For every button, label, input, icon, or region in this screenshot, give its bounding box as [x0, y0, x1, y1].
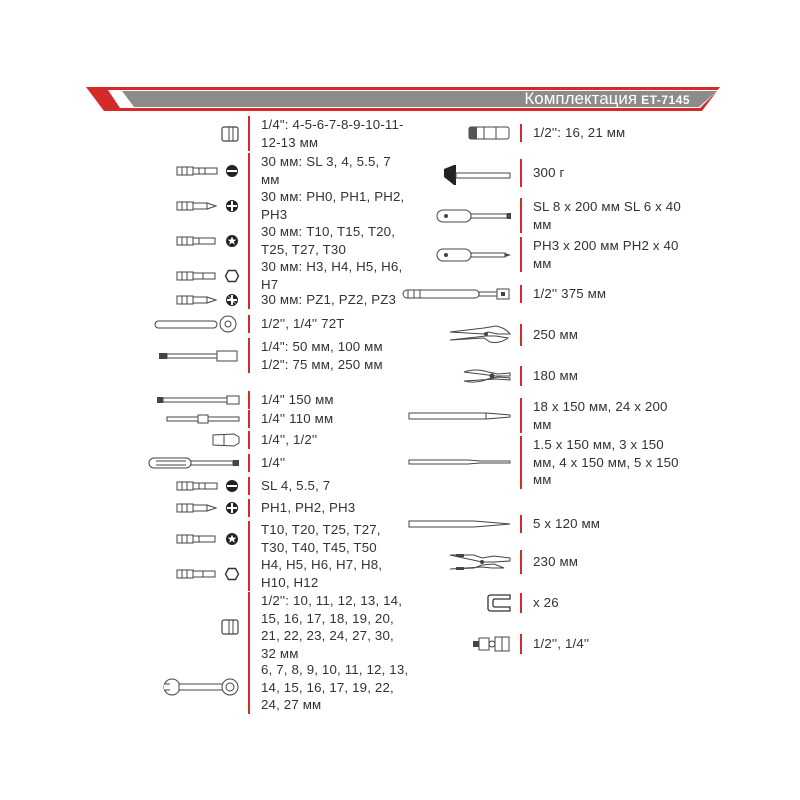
- fork-terminal-icon: [486, 593, 512, 613]
- list-item: [400, 634, 683, 654]
- flexible-extension-icon: [156, 394, 240, 406]
- list-item: [148, 223, 409, 258]
- header-banner: [78, 87, 720, 111]
- list-item: [148, 661, 409, 714]
- list-item: [148, 188, 409, 223]
- item-text: 250 мм: [533, 327, 579, 343]
- item-text: 1/4'', 1/2'': [261, 432, 318, 447]
- list-item: [400, 436, 683, 489]
- item-text: 1/4" 150 мм: [261, 392, 334, 407]
- header-title-text: Комплектация: [524, 89, 638, 108]
- list-item: [148, 338, 409, 373]
- item-text: 1/2'' 375 мм: [533, 286, 607, 301]
- item-text: 30 мм: T10, T15, T20, T25, T27, T30: [261, 224, 396, 257]
- list-item: [148, 153, 409, 188]
- item-text: 1/4": 4-5-6-7-8-9-10-11-12-13 мм: [261, 117, 404, 150]
- phillips-bit-icon: [176, 501, 240, 515]
- list-item: [148, 499, 409, 517]
- item-text: 1/2'', 1/4'': [533, 636, 590, 652]
- list-item: [148, 291, 409, 309]
- list-item: [400, 159, 683, 187]
- torx-bit-icon: [176, 532, 240, 546]
- slotted-bit-icon: [176, 164, 240, 178]
- slotted-bit-icon: [176, 479, 240, 493]
- hex-bit-icon: [176, 567, 240, 581]
- socket-icon: [218, 126, 240, 142]
- pozidriv-bit-icon: [176, 293, 240, 307]
- list-item: [400, 398, 683, 433]
- list-item: [400, 237, 683, 272]
- list-item: [400, 366, 683, 386]
- chisel-icon: [408, 410, 512, 422]
- item-text: 230 мм: [533, 554, 579, 570]
- item-text: 1/2'': 10, 11, 12, 13, 14, 15, 16, 17, 18, 19, 20, 21, 22, 23, 24, 27, 30, 32 мм: [261, 593, 403, 661]
- pin-punch-icon: [408, 456, 512, 468]
- list-item: [148, 410, 409, 428]
- torx-bit-icon: [176, 234, 240, 248]
- hex-bit-icon: [176, 269, 240, 283]
- list-item: [148, 431, 409, 449]
- crimping-tool-icon: [448, 550, 512, 574]
- hammer-icon: [442, 159, 512, 187]
- water-pump-pliers-icon: [448, 324, 512, 346]
- item-text: 30 мм: SL 3, 4, 5.5, 7 мм: [261, 154, 391, 187]
- item-text: H4, H5, H6, H7, H8, H10, H12: [261, 557, 383, 590]
- list-item: [400, 550, 683, 574]
- item-text: 1/4'': [261, 455, 286, 470]
- item-text: 5 х 120 мм: [533, 516, 601, 531]
- list-item: [400, 324, 683, 346]
- list-item: [148, 258, 409, 293]
- item-text: 30 мм: PZ1, PZ2, PZ3: [261, 292, 397, 307]
- list-item: [400, 285, 683, 303]
- item-text: 300 г: [533, 165, 565, 181]
- item-text: T10, T20, T25, T27, T30, T40, T45, T50: [261, 522, 381, 555]
- extension-bar-icon: [158, 348, 240, 364]
- combination-wrench-icon: [162, 676, 240, 698]
- adapter-icon: [212, 433, 240, 447]
- list-item: [400, 198, 683, 233]
- universal-joint-icon: [472, 634, 512, 654]
- slotted-screwdriver-icon: [436, 207, 512, 225]
- item-text: 30 мм: H3, H4, H5, H6, H7: [261, 259, 403, 292]
- list-item: [400, 593, 683, 613]
- header-title: [524, 89, 690, 109]
- item-text: 1/4": 50 мм, 100 мм 1/2": 75 мм, 250 мм: [261, 339, 383, 372]
- phillips-bit-icon: [176, 199, 240, 213]
- phillips-screwdriver-icon: [436, 246, 512, 264]
- ratchet-icon: [154, 315, 240, 333]
- list-item: [148, 592, 409, 662]
- breaker-bar-icon: [402, 286, 512, 302]
- item-text: 1/4'' 110 мм: [261, 411, 334, 426]
- item-text: 180 мм: [533, 368, 579, 384]
- socket-icon: [218, 619, 240, 635]
- list-item: [148, 556, 409, 591]
- pliers-icon: [462, 366, 512, 386]
- item-text: 6, 7, 8, 9, 10, 11, 12, 13, 14, 15, 16, 17, 19, 22, 24, 27 мм: [261, 662, 409, 712]
- bit-driver-icon: [148, 455, 240, 471]
- item-text: 18 х 150 мм, 24 х 200 мм: [533, 399, 668, 432]
- list-item: [400, 515, 683, 533]
- list-item: [148, 315, 409, 333]
- list-item: [400, 124, 683, 142]
- item-text: PH3 х 200 мм PH2 х 40 мм: [533, 238, 679, 271]
- item-text: 1.5 х 150 мм, 3 х 150 мм, 4 х 150 мм, 5 х 150 мм: [533, 437, 679, 487]
- header-model: ET-7145: [641, 93, 690, 107]
- item-text: SL 8 х 200 мм SL 6 х 40 мм: [533, 199, 681, 232]
- center-punch-icon: [408, 518, 512, 530]
- item-text: х 26: [533, 595, 559, 611]
- list-item: [148, 477, 409, 495]
- item-text: 1/2'': 16, 21 мм: [533, 125, 626, 140]
- list-item: [148, 454, 409, 472]
- item-text: SL 4, 5.5, 7: [261, 478, 331, 493]
- list-item: [148, 391, 409, 409]
- list-item: [148, 116, 409, 151]
- item-text: PH1, PH2, PH3: [261, 500, 356, 515]
- item-text: 1/2'', 1/4'' 72T: [261, 316, 345, 332]
- list-item: [148, 521, 409, 556]
- t-handle-icon: [166, 413, 240, 425]
- spark-plug-socket-icon: [468, 125, 512, 141]
- item-text: 30 мм: PH0, PH1, PH2, PH3: [261, 189, 405, 222]
